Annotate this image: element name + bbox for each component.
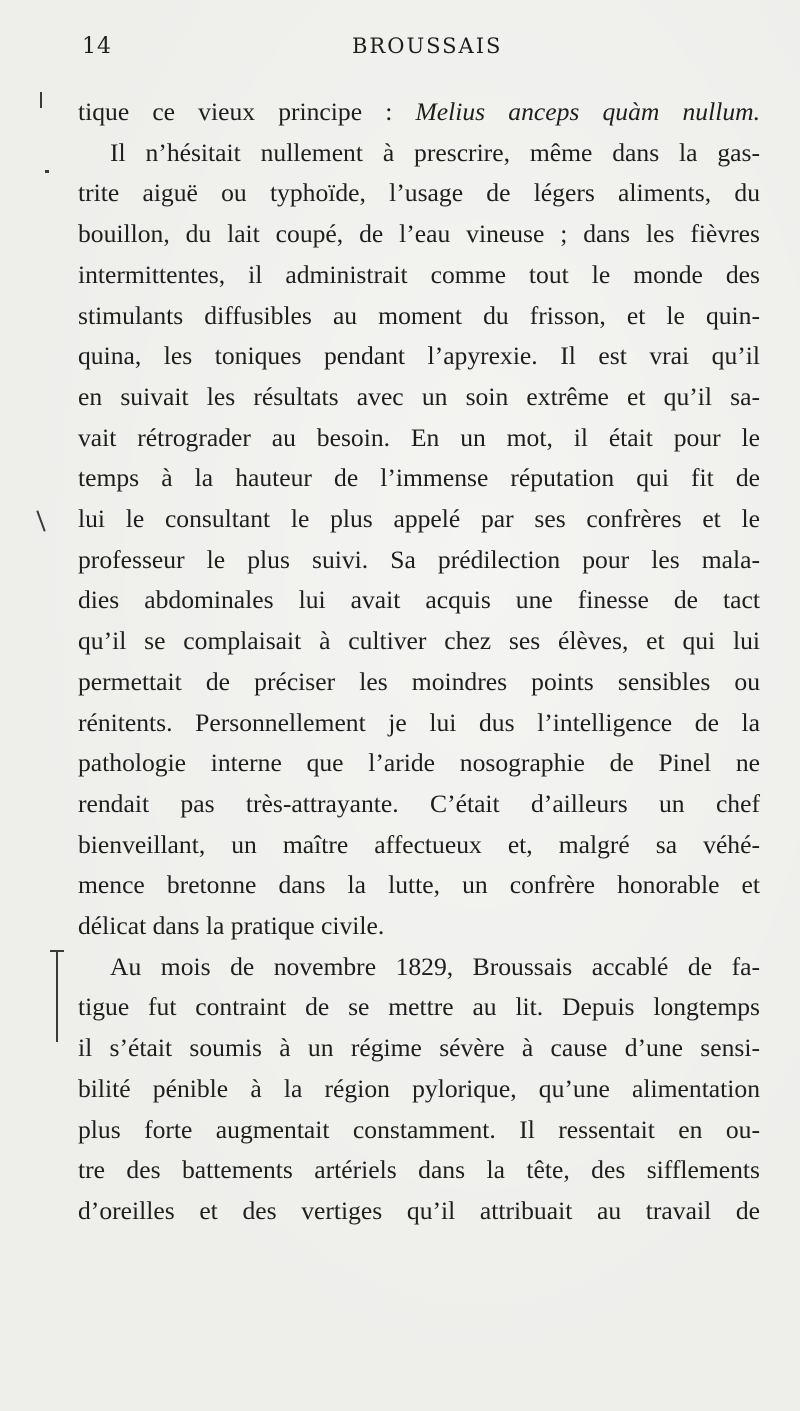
text-line: rendait pas très-attrayante. C’était d’ailleurs un chef <box>78 788 760 818</box>
running-title: BROUSSAIS <box>352 34 503 58</box>
text-line: bienveillant, un maître affectueux et, malgré sa véhé- <box>78 829 760 859</box>
text-line: temps à la hauteur de l’immense réputation qui fit de <box>78 463 760 493</box>
text-line: dies abdominales lui avait acquis une finesse de tact <box>78 585 760 615</box>
margin-pencil-mark <box>40 92 42 108</box>
text-line: lui le consultant le plus appelé par ses confrères et le <box>78 504 760 534</box>
text-line: intermittentes, il administrait comme tout le monde des <box>78 259 760 289</box>
text-line: vait rétrograder au besoin. En un mot, il était pour le <box>78 422 760 452</box>
text-line: mence bretonne dans la lutte, un confrère honorable et <box>78 870 760 900</box>
running-head <box>0 34 800 64</box>
text-line: plus forte augmentait constamment. Il ressentait en ou- <box>78 1114 760 1144</box>
text-line: il s’était soumis à un régime sévère à cause d’une sensi- <box>78 1033 760 1063</box>
margin-pencil-bracket <box>56 950 58 1042</box>
text-line: d’oreilles et des vertiges qu’il attribuait au travail de <box>78 1195 760 1225</box>
margin-pencil-mark <box>36 510 45 531</box>
text-line: bilité pénible à la région pylorique, qu’une alimentation <box>78 1073 760 1103</box>
text-line: professeur le plus suivi. Sa prédilection pour les mala- <box>78 544 760 574</box>
text-line: en suivait les résultats avec un soin extrême et qu’il sa- <box>78 381 760 411</box>
text-line: Au mois de novembre 1829, Broussais accablé de fa- <box>110 951 760 981</box>
text-line: tigue fut contraint de se mettre au lit. Depuis longtemps <box>78 992 760 1022</box>
latin-quote: Melius anceps quàm nullum. <box>415 97 761 126</box>
text-line: pathologie interne que l’aride nosographie de Pinel ne <box>78 748 760 778</box>
text-line: bouillon, du lait coupé, de l’eau vineuse ; dans les fièvres <box>78 219 760 249</box>
body-text <box>78 92 760 1232</box>
text-line: permettait de préciser les moindres points sensibles ou <box>78 666 760 696</box>
text-line: rénitents. Personnellement je lui dus l’intelligence de la <box>78 707 760 737</box>
text-line: délicat dans la pratique civile. <box>78 911 385 941</box>
margin-pencil-mark <box>45 170 49 173</box>
text-line: Il n’hésitait nullement à prescrire, même dans la gas- <box>110 137 760 167</box>
margin-pencil-bracket <box>50 950 64 952</box>
text-line: tre des battements artériels dans la tête, des sifflements <box>78 1155 760 1185</box>
text-line: stimulants diffusibles au moment du frisson, et le quin- <box>78 300 760 330</box>
text-line: tique ce vieux principe : Melius anceps quàm nullum. <box>78 97 761 126</box>
text-line: qu’il se complaisait à cultiver chez ses élèves, et qui lui <box>78 626 760 656</box>
text-line: trite aiguë ou typhoïde, l’usage de légers aliments, du <box>78 178 760 208</box>
page-number: 14 <box>82 34 112 59</box>
text-line: quina, les toniques pendant l’apyrexie. Il est vrai qu’il <box>78 341 760 371</box>
